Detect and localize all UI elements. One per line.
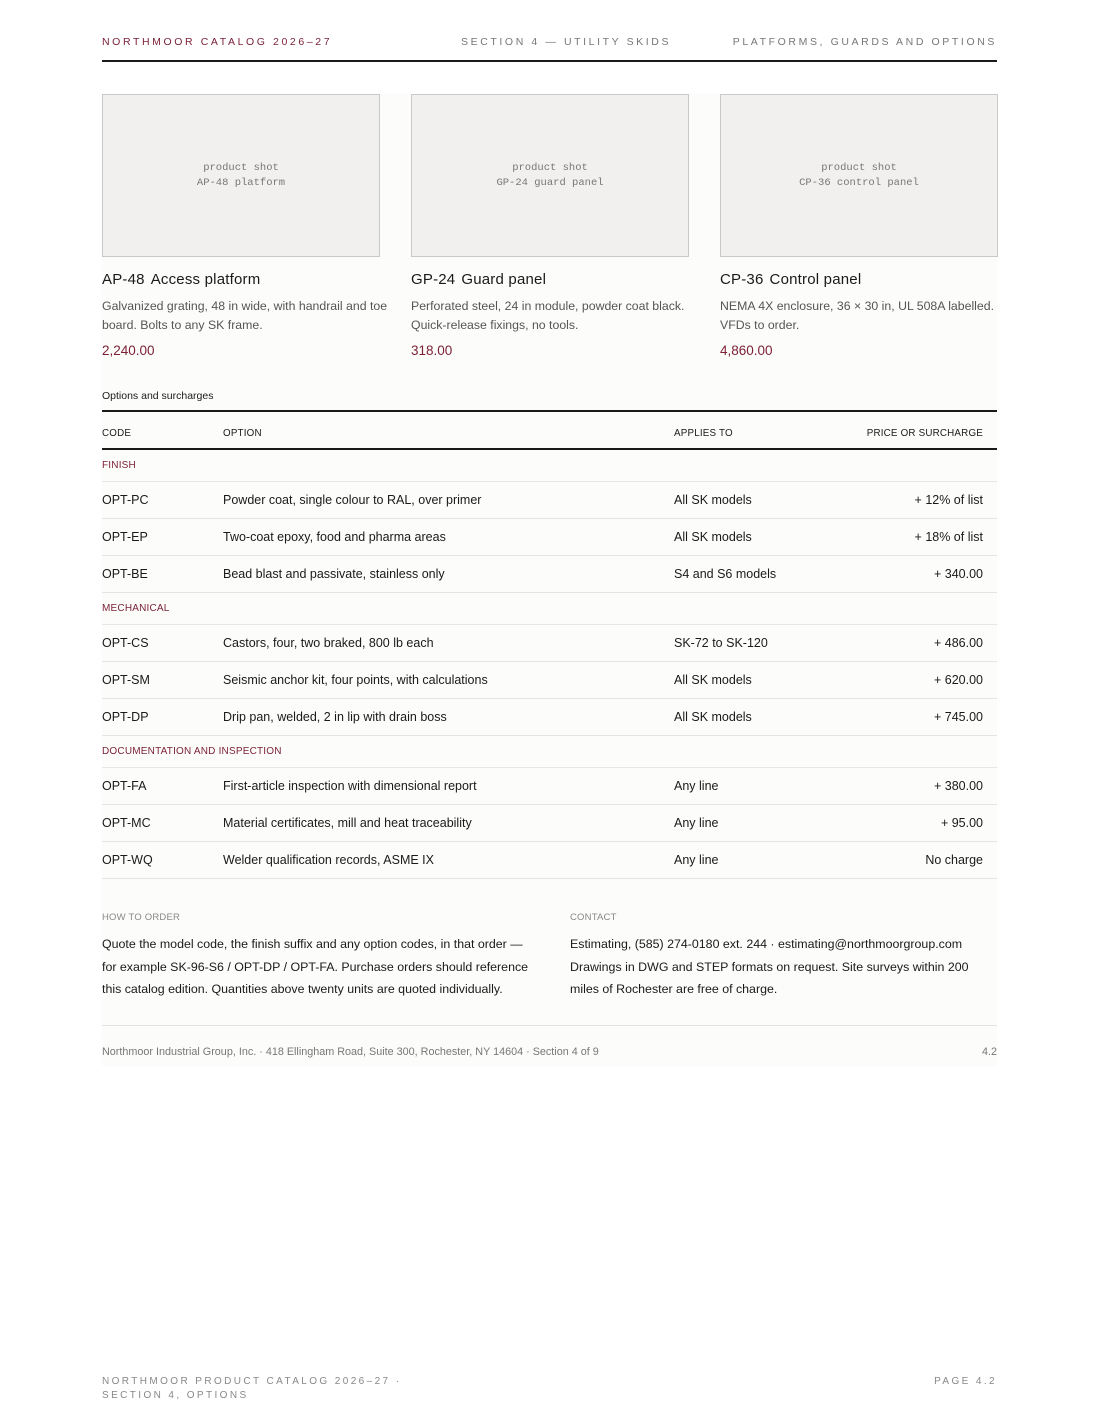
cell-price: No charge bbox=[925, 853, 983, 867]
company-footer-line bbox=[102, 1046, 997, 1058]
product-card-ap48 bbox=[102, 94, 388, 358]
content-panel bbox=[102, 94, 997, 1066]
cell-price: + 95.00 bbox=[940, 816, 983, 830]
product-shot-caption: AP-48 platform bbox=[196, 176, 286, 189]
cell-option: Bead blast and passivate, stainless only bbox=[223, 567, 445, 581]
cell-code: OPT-BE bbox=[102, 567, 148, 581]
section-page-number: 4.2 bbox=[981, 1046, 997, 1058]
product-shot-label: product shot bbox=[203, 161, 279, 174]
cell-applies-to: All SK models bbox=[674, 710, 752, 724]
cell-applies-to: S4 and S6 models bbox=[674, 567, 777, 581]
cell-price: + 486.00 bbox=[933, 636, 983, 650]
cell-option: Castors, four, two braked, 800 lb each bbox=[223, 636, 434, 650]
product-code: AP-48 bbox=[102, 271, 145, 288]
product-price: 2,240.00 bbox=[102, 343, 155, 358]
cell-option: Drip pan, welded, 2 in lip with drain boss bbox=[223, 710, 447, 724]
table-row bbox=[102, 842, 997, 879]
col-header-applies-to: APPLIES TO bbox=[674, 428, 733, 439]
product-shot-caption: GP-24 guard panel bbox=[496, 176, 604, 189]
cell-price: + 340.00 bbox=[933, 567, 983, 581]
page-footer-title: NORTHMOOR PRODUCT CATALOG 2026–27 · SECTION 4, OPTIONS bbox=[102, 1376, 402, 1401]
options-table bbox=[102, 410, 997, 879]
cell-price: + 745.00 bbox=[933, 710, 983, 724]
product-price: 4,860.00 bbox=[720, 343, 773, 358]
cell-option: First-article inspection with dimensional report bbox=[223, 779, 477, 793]
header-section: SECTION 4 — UTILITY SKIDS bbox=[461, 36, 672, 48]
contact-block bbox=[570, 912, 1000, 1001]
table-row bbox=[102, 768, 997, 805]
contact-text: Estimating, (585) 274-0180 ext. 244 · estimating@northmoorgroup.com Drawings in DWG and STEP formats on request. Site surveys within 200 miles of Rochester are free of charge. bbox=[570, 937, 969, 996]
product-image-placeholder bbox=[411, 94, 689, 257]
product-price: 318.00 bbox=[411, 343, 453, 358]
group-row-mechanical bbox=[102, 593, 997, 625]
cell-price: + 18% of list bbox=[914, 530, 983, 544]
cell-option: Seismic anchor kit, four points, with calculations bbox=[223, 673, 488, 687]
product-image-placeholder bbox=[720, 94, 998, 257]
header-catalog-title: NORTHMOOR CATALOG 2026–27 bbox=[102, 36, 333, 48]
cell-option: Material certificates, mill and heat traceability bbox=[223, 816, 472, 830]
cell-applies-to: All SK models bbox=[674, 493, 752, 507]
group-row-finish bbox=[102, 450, 997, 482]
table-row bbox=[102, 805, 997, 842]
product-description: NEMA 4X enclosure, 36 × 30 in, UL 508A labelled. VFDs to order. bbox=[720, 299, 995, 332]
table-row bbox=[102, 519, 997, 556]
cell-code: OPT-MC bbox=[102, 816, 151, 830]
group-label: DOCUMENTATION AND INSPECTION bbox=[102, 746, 282, 757]
product-title bbox=[411, 271, 689, 288]
table-caption: Options and surcharges bbox=[102, 390, 214, 402]
product-name: Guard panel bbox=[461, 271, 547, 288]
cell-price: + 620.00 bbox=[933, 673, 983, 687]
cell-code: OPT-WQ bbox=[102, 853, 153, 867]
product-description: Galvanized grating, 48 in wide, with handrail and toe board. Bolts to any SK frame. bbox=[102, 299, 388, 332]
group-row-documentation bbox=[102, 736, 997, 768]
cell-applies-to: Any line bbox=[674, 853, 719, 867]
table-row bbox=[102, 556, 997, 593]
cell-option: Two-coat epoxy, food and pharma areas bbox=[223, 530, 446, 544]
product-title bbox=[102, 271, 380, 288]
col-header-price: PRICE OR SURCHARGE bbox=[866, 428, 983, 439]
product-shot-label: product shot bbox=[512, 161, 588, 174]
cell-applies-to: Any line bbox=[674, 779, 719, 793]
table-row bbox=[102, 482, 997, 519]
cell-code: OPT-CS bbox=[102, 636, 149, 650]
product-name: Access platform bbox=[150, 271, 261, 288]
product-code: GP-24 bbox=[411, 271, 456, 288]
cell-applies-to: SK-72 to SK-120 bbox=[674, 636, 768, 650]
col-header-option: OPTION bbox=[223, 428, 262, 439]
how-to-order-text: Quote the model code, the finish suffix and any option codes, in that order — for example SK-96-S6 / OPT-DP / OPT-FA. Purchase orders should reference this catalog edition. Quantities above twenty units are quoted individually. bbox=[102, 937, 529, 996]
cell-price: + 12% of list bbox=[914, 493, 983, 507]
footer-divider bbox=[102, 1025, 997, 1026]
product-description: Perforated steel, 24 in module, powder coat black. Quick-release fixings, no tools. bbox=[411, 299, 685, 332]
group-label: FINISH bbox=[102, 460, 136, 471]
table-header-row bbox=[102, 412, 997, 450]
page-footer-number: PAGE 4.2 bbox=[934, 1376, 997, 1387]
product-shot-label: product shot bbox=[821, 161, 897, 174]
cell-option: Powder coat, single colour to RAL, over primer bbox=[223, 493, 482, 507]
product-card-cp36 bbox=[720, 94, 998, 358]
how-to-order-block bbox=[102, 912, 532, 1001]
contact-label: CONTACT bbox=[570, 912, 617, 923]
product-shot-caption: CP-36 control panel bbox=[799, 176, 919, 189]
cell-applies-to: Any line bbox=[674, 816, 719, 830]
table-row bbox=[102, 625, 997, 662]
product-title bbox=[720, 271, 998, 288]
product-code: CP-36 bbox=[720, 271, 764, 288]
header-topic: PLATFORMS, GUARDS AND OPTIONS bbox=[732, 36, 997, 48]
how-to-order-label: HOW TO ORDER bbox=[102, 912, 181, 923]
cell-code: OPT-EP bbox=[102, 530, 148, 544]
product-image-placeholder bbox=[102, 94, 380, 257]
cell-code: OPT-SM bbox=[102, 673, 150, 687]
table-row bbox=[102, 662, 997, 699]
cell-option: Welder qualification records, ASME IX bbox=[223, 853, 434, 867]
table-row bbox=[102, 699, 997, 736]
cell-code: OPT-FA bbox=[102, 779, 147, 793]
product-card-gp24 bbox=[411, 94, 689, 358]
company-address: Northmoor Industrial Group, Inc. · 418 Ellingham Road, Suite 300, Rochester, NY 14604 · Section 4 of 9 bbox=[102, 1046, 599, 1058]
running-header bbox=[102, 36, 997, 50]
cell-code: OPT-DP bbox=[102, 710, 149, 724]
product-name: Control panel bbox=[769, 271, 862, 288]
cell-applies-to: All SK models bbox=[674, 673, 752, 687]
cell-price: + 380.00 bbox=[933, 779, 983, 793]
col-header-code: CODE bbox=[102, 428, 132, 439]
cell-applies-to: All SK models bbox=[674, 530, 752, 544]
cell-code: OPT-PC bbox=[102, 493, 149, 507]
header-rule bbox=[102, 60, 997, 62]
group-label: MECHANICAL bbox=[102, 603, 170, 614]
